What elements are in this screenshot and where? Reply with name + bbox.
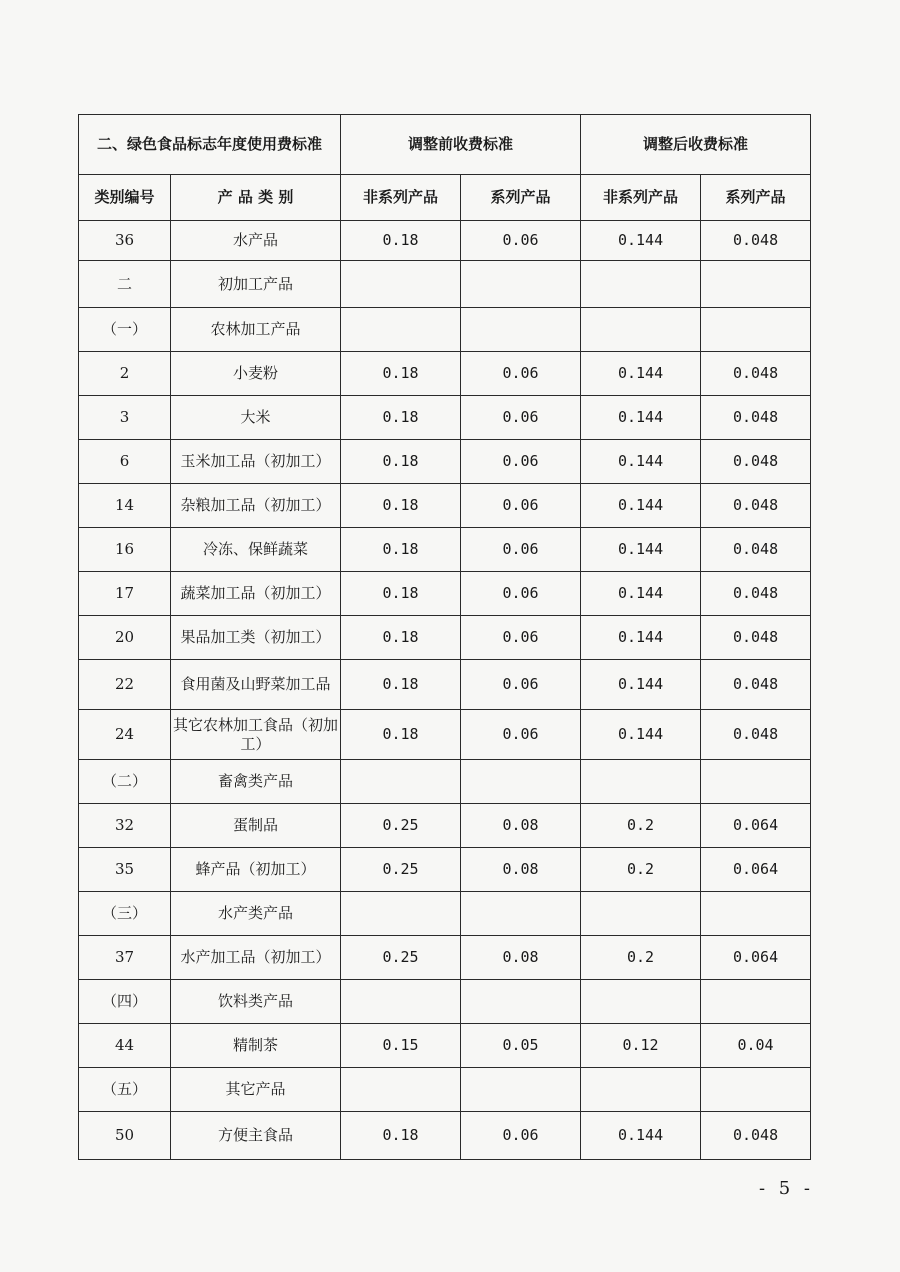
table-row bbox=[79, 804, 811, 848]
before-nonseries-fee: 0.25 bbox=[341, 848, 461, 892]
empty-cell bbox=[341, 308, 461, 352]
table-row bbox=[79, 848, 811, 892]
after-nonseries-fee: 0.144 bbox=[581, 1112, 701, 1160]
before-nonseries-fee: 0.25 bbox=[341, 936, 461, 980]
col-before-nonseries-header: 非系列产品 bbox=[341, 175, 461, 221]
category-name: 农林加工产品 bbox=[171, 308, 341, 352]
col-code-header: 类别编号 bbox=[79, 175, 171, 221]
header-row-sub bbox=[79, 175, 811, 221]
table-row bbox=[79, 936, 811, 980]
empty-cell bbox=[701, 308, 811, 352]
before-nonseries-fee: 0.18 bbox=[341, 352, 461, 396]
category-code: 32 bbox=[79, 804, 171, 848]
table-row bbox=[79, 760, 811, 804]
category-code: （三） bbox=[79, 892, 171, 936]
before-series-fee: 0.08 bbox=[461, 848, 581, 892]
fee-table bbox=[78, 114, 811, 1160]
before-series-fee: 0.06 bbox=[461, 396, 581, 440]
table-row bbox=[79, 1024, 811, 1068]
category-code: 16 bbox=[79, 528, 171, 572]
after-series-fee: 0.048 bbox=[701, 710, 811, 760]
before-series-fee: 0.06 bbox=[461, 1112, 581, 1160]
after-series-fee: 0.064 bbox=[701, 804, 811, 848]
category-code: 36 bbox=[79, 221, 171, 261]
empty-cell bbox=[341, 980, 461, 1024]
after-nonseries-fee: 0.12 bbox=[581, 1024, 701, 1068]
category-name: 蔬菜加工品（初加工） bbox=[171, 572, 341, 616]
after-nonseries-fee: 0.2 bbox=[581, 936, 701, 980]
before-nonseries-fee: 0.25 bbox=[341, 804, 461, 848]
category-code: 37 bbox=[79, 936, 171, 980]
after-nonseries-fee: 0.2 bbox=[581, 804, 701, 848]
table-row bbox=[79, 261, 811, 308]
before-series-fee: 0.06 bbox=[461, 660, 581, 710]
after-series-fee: 0.048 bbox=[701, 528, 811, 572]
after-nonseries-fee: 0.144 bbox=[581, 440, 701, 484]
before-series-fee: 0.06 bbox=[461, 710, 581, 760]
table-row bbox=[79, 980, 811, 1024]
table-row bbox=[79, 308, 811, 352]
category-name: 果品加工类（初加工） bbox=[171, 616, 341, 660]
col-after-series-header: 系列产品 bbox=[701, 175, 811, 221]
after-series-fee: 0.048 bbox=[701, 572, 811, 616]
empty-cell bbox=[581, 1068, 701, 1112]
after-nonseries-fee: 0.144 bbox=[581, 616, 701, 660]
after-series-fee: 0.064 bbox=[701, 848, 811, 892]
category-name: 畜禽类产品 bbox=[171, 760, 341, 804]
before-series-fee: 0.06 bbox=[461, 616, 581, 660]
before-adjust-header: 调整前收费标准 bbox=[341, 115, 581, 175]
before-nonseries-fee: 0.18 bbox=[341, 572, 461, 616]
before-nonseries-fee: 0.18 bbox=[341, 440, 461, 484]
empty-cell bbox=[461, 308, 581, 352]
before-series-fee: 0.06 bbox=[461, 484, 581, 528]
page-number: - 5 - bbox=[758, 1178, 814, 1199]
after-nonseries-fee: 0.144 bbox=[581, 396, 701, 440]
category-code: 44 bbox=[79, 1024, 171, 1068]
table-row bbox=[79, 710, 811, 760]
empty-cell bbox=[341, 760, 461, 804]
empty-cell bbox=[701, 1068, 811, 1112]
col-after-nonseries-header: 非系列产品 bbox=[581, 175, 701, 221]
table-row bbox=[79, 616, 811, 660]
before-series-fee: 0.06 bbox=[461, 440, 581, 484]
after-series-fee: 0.048 bbox=[701, 221, 811, 261]
after-nonseries-fee: 0.144 bbox=[581, 484, 701, 528]
after-nonseries-fee: 0.144 bbox=[581, 710, 701, 760]
empty-cell bbox=[701, 760, 811, 804]
table-row bbox=[79, 660, 811, 710]
col-category-header: 产 品 类 别 bbox=[171, 175, 341, 221]
before-series-fee: 0.06 bbox=[461, 221, 581, 261]
table-row bbox=[79, 572, 811, 616]
empty-cell bbox=[461, 1068, 581, 1112]
after-series-fee: 0.048 bbox=[701, 616, 811, 660]
category-name: 玉米加工品（初加工） bbox=[171, 440, 341, 484]
empty-cell bbox=[581, 261, 701, 308]
category-name: 冷冻、保鲜蔬菜 bbox=[171, 528, 341, 572]
empty-cell bbox=[461, 892, 581, 936]
after-series-fee: 0.048 bbox=[701, 484, 811, 528]
category-name: 水产类产品 bbox=[171, 892, 341, 936]
before-series-fee: 0.06 bbox=[461, 572, 581, 616]
before-series-fee: 0.06 bbox=[461, 528, 581, 572]
after-series-fee: 0.048 bbox=[701, 352, 811, 396]
category-name: 水产品 bbox=[171, 221, 341, 261]
table-row bbox=[79, 396, 811, 440]
category-name: 精制茶 bbox=[171, 1024, 341, 1068]
empty-cell bbox=[581, 980, 701, 1024]
category-code: 50 bbox=[79, 1112, 171, 1160]
before-nonseries-fee: 0.15 bbox=[341, 1024, 461, 1068]
before-nonseries-fee: 0.18 bbox=[341, 1112, 461, 1160]
empty-cell bbox=[701, 261, 811, 308]
after-series-fee: 0.04 bbox=[701, 1024, 811, 1068]
category-code: 24 bbox=[79, 710, 171, 760]
before-series-fee: 0.08 bbox=[461, 936, 581, 980]
before-nonseries-fee: 0.18 bbox=[341, 221, 461, 261]
after-series-fee: 0.064 bbox=[701, 936, 811, 980]
category-code: 二 bbox=[79, 261, 171, 308]
table-title: 二、绿色食品标志年度使用费标准 bbox=[79, 115, 341, 175]
empty-cell bbox=[461, 261, 581, 308]
before-series-fee: 0.05 bbox=[461, 1024, 581, 1068]
before-nonseries-fee: 0.18 bbox=[341, 710, 461, 760]
table-row bbox=[79, 892, 811, 936]
category-code: （五） bbox=[79, 1068, 171, 1112]
category-name: 蛋制品 bbox=[171, 804, 341, 848]
empty-cell bbox=[701, 892, 811, 936]
table-row bbox=[79, 352, 811, 396]
after-series-fee: 0.048 bbox=[701, 396, 811, 440]
before-series-fee: 0.06 bbox=[461, 352, 581, 396]
empty-cell bbox=[341, 261, 461, 308]
category-code: （四） bbox=[79, 980, 171, 1024]
empty-cell bbox=[581, 892, 701, 936]
category-name: 初加工产品 bbox=[171, 261, 341, 308]
category-code: （二） bbox=[79, 760, 171, 804]
category-code: 3 bbox=[79, 396, 171, 440]
table-row bbox=[79, 1112, 811, 1160]
after-series-fee: 0.048 bbox=[701, 660, 811, 710]
after-nonseries-fee: 0.144 bbox=[581, 221, 701, 261]
category-name: 其它农林加工食品（初加工） bbox=[171, 710, 341, 760]
after-nonseries-fee: 0.144 bbox=[581, 572, 701, 616]
category-name: 食用菌及山野菜加工品 bbox=[171, 660, 341, 710]
empty-cell bbox=[341, 1068, 461, 1112]
header-row-top bbox=[79, 115, 811, 175]
category-name: 饮料类产品 bbox=[171, 980, 341, 1024]
before-nonseries-fee: 0.18 bbox=[341, 616, 461, 660]
after-adjust-header: 调整后收费标准 bbox=[581, 115, 811, 175]
category-name: 蜂产品（初加工） bbox=[171, 848, 341, 892]
category-code: 35 bbox=[79, 848, 171, 892]
before-nonseries-fee: 0.18 bbox=[341, 660, 461, 710]
table-row bbox=[79, 1068, 811, 1112]
category-code: 20 bbox=[79, 616, 171, 660]
category-code: 6 bbox=[79, 440, 171, 484]
after-nonseries-fee: 0.144 bbox=[581, 352, 701, 396]
empty-cell bbox=[461, 760, 581, 804]
empty-cell bbox=[581, 308, 701, 352]
before-nonseries-fee: 0.18 bbox=[341, 528, 461, 572]
category-code: 17 bbox=[79, 572, 171, 616]
after-nonseries-fee: 0.144 bbox=[581, 528, 701, 572]
category-name: 杂粮加工品（初加工） bbox=[171, 484, 341, 528]
category-name: 方便主食品 bbox=[171, 1112, 341, 1160]
empty-cell bbox=[341, 892, 461, 936]
table-row bbox=[79, 221, 811, 261]
category-code: （一） bbox=[79, 308, 171, 352]
category-name: 其它产品 bbox=[171, 1068, 341, 1112]
category-name: 水产加工品（初加工） bbox=[171, 936, 341, 980]
empty-cell bbox=[581, 760, 701, 804]
table-row bbox=[79, 484, 811, 528]
table-row bbox=[79, 528, 811, 572]
category-code: 14 bbox=[79, 484, 171, 528]
after-series-fee: 0.048 bbox=[701, 440, 811, 484]
empty-cell bbox=[701, 980, 811, 1024]
category-name: 小麦粉 bbox=[171, 352, 341, 396]
category-code: 22 bbox=[79, 660, 171, 710]
before-nonseries-fee: 0.18 bbox=[341, 396, 461, 440]
before-series-fee: 0.08 bbox=[461, 804, 581, 848]
category-name: 大米 bbox=[171, 396, 341, 440]
after-nonseries-fee: 0.2 bbox=[581, 848, 701, 892]
after-nonseries-fee: 0.144 bbox=[581, 660, 701, 710]
before-nonseries-fee: 0.18 bbox=[341, 484, 461, 528]
empty-cell bbox=[461, 980, 581, 1024]
category-code: 2 bbox=[79, 352, 171, 396]
after-series-fee: 0.048 bbox=[701, 1112, 811, 1160]
col-before-series-header: 系列产品 bbox=[461, 175, 581, 221]
table-row bbox=[79, 440, 811, 484]
